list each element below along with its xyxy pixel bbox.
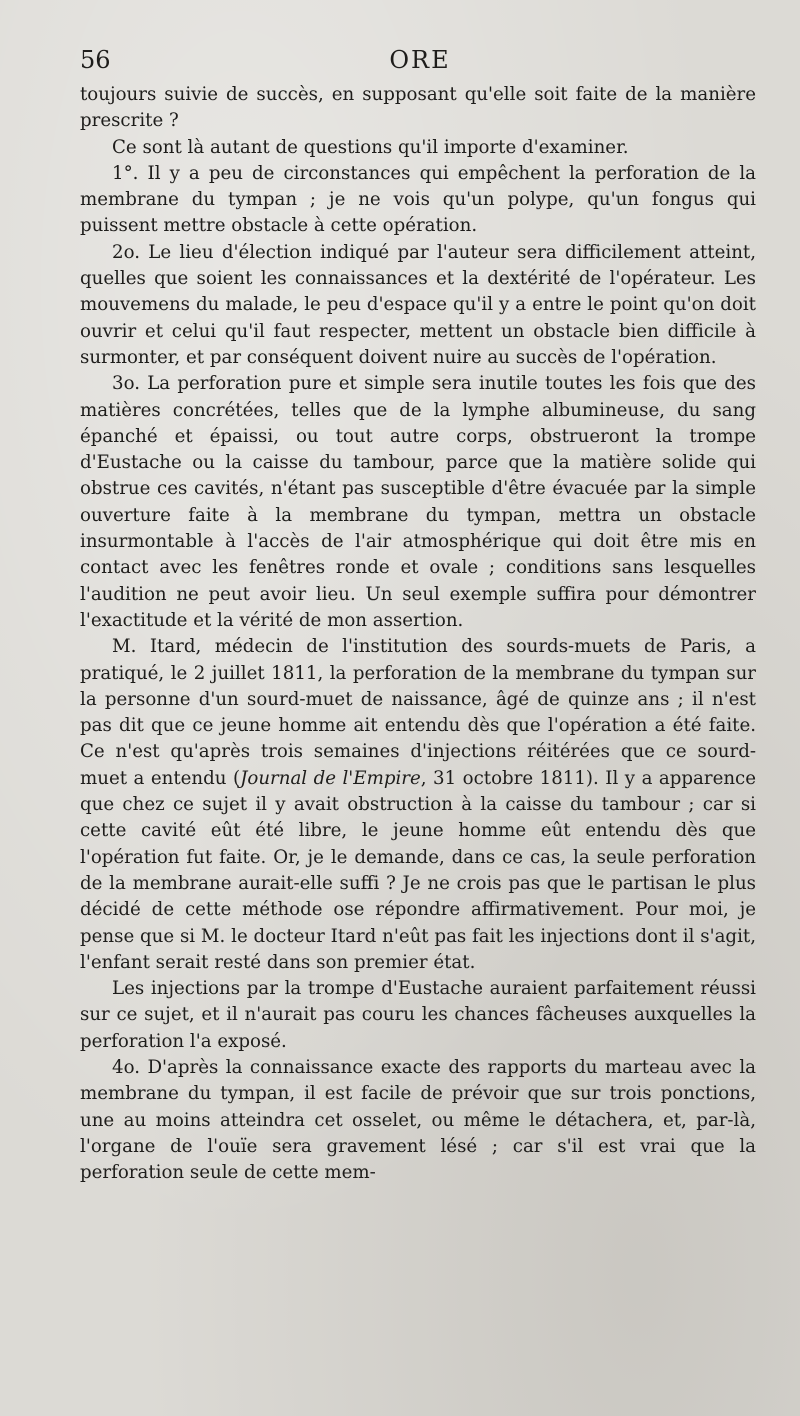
page-header-title: ORE bbox=[389, 46, 451, 74]
paragraph: Les injections par la trompe d'Eustache auraient parfaitement réussi sur ce sujet, et il n'aurait pas couru les chances fâcheuses auxquelles la perforation l'a exposé. bbox=[80, 978, 756, 1052]
paragraph-point-2: 2o. Le lieu d'élection indiqué par l'auteur sera difficilement atteint, quelles que soient les connaissances et la dextérité de l'opérateur. Les mouvemens du malade, le peu d'espace qu'il y a entre le point qu'on doit ouvrir et celui qu'il faut respecter, mettent un obstacle bien difficile à surmonter, et par conséquent doivent nuire au succès de l'opération. bbox=[80, 241, 756, 368]
paragraph-continuation: toujours suivie de succès, en supposant qu'elle soit faite de la manière prescrite ? bbox=[80, 84, 756, 132]
running-head bbox=[80, 46, 760, 86]
paragraph-point-1: 1°. Il y a peu de circonstances qui empêchent la perforation de la membrane du tympan ; je ne vois qu'un polype, qu'un fongus qui puissent mettre obstacle à cette opération. bbox=[80, 162, 756, 237]
paragraph-point-4: 4o. D'après la connaissance exacte des rapports du marteau avec la membrane du tympan, il est facile de prévoir que sur trois ponctions, une au moins atteindra cet osselet, ou même le détachera, et, par-là, l'organe de l'ouïe sera gravement lésé ; car s'il est vrai que la perforation seule de cette mem- bbox=[80, 1056, 756, 1184]
paragraph-text: M. Itard, médecin de l'institution des sourds-muets de Paris, a pratiqué, le 2 juillet 1811, la perforation de la membrane du tympan sur la personne d'un sourd-muet de naissance, âgé de quinze ans ; il n'est pas dit que ce jeune homme ait entendu dès que l'opération a été faite. Ce n'est qu'après trois semaines d'injections réitérées que ce sourd-muet a entendu ( bbox=[80, 636, 756, 789]
paragraph: Ce sont là autant de questions qu'il importe d'examiner. bbox=[112, 136, 629, 158]
journal-title: Journal de l'Empire bbox=[240, 767, 421, 789]
page-number: 56 bbox=[80, 46, 111, 74]
paragraph-text: , 31 octobre 1811). Il y a apparence que chez ce sujet il y avait obstruction à la caisse du tambour ; car si cette cavité eût été libre, le jeune homme eût entendu dès que l'opération fut faite. Or, je le demande, dans ce cas, la seule perforation de la membrane aurait-elle suffi ? Je ne crois pas que le partisan le plus décidé de cette méthode ose répondre affirmativement. Pour moi, je pense que si M. le docteur Itard n'eût pas fait les injections dont il s'agit, l'enfant serait resté dans son premier état. bbox=[80, 767, 756, 973]
paragraph-itard-case bbox=[80, 634, 756, 976]
paragraph-point-3: 3o. La perforation pure et simple sera inutile toutes les fois que des matières concrétées, telles que de la lymphe albumineuse, du sang épanché et épaissi, ou tout autre corps, obstrueront la trompe d'Eustache ou la caisse du tambour, parce que la matière solide qui obstrue ces cavités, n'étant pas susceptible d'être évacuée par la simple ouverture faite à la membrane du tympan, mettra un obstacle insurmontable à l'accès de l'air atmosphérique qui doit être mis en contact avec les fenêtres ronde et ovale ; conditions sans lesquelles l'audition ne peut avoir lieu. Un seul exemple suffira pour démontrer l'exactitude et la vérité de mon assertion. bbox=[80, 373, 756, 631]
body-text bbox=[80, 82, 756, 1186]
